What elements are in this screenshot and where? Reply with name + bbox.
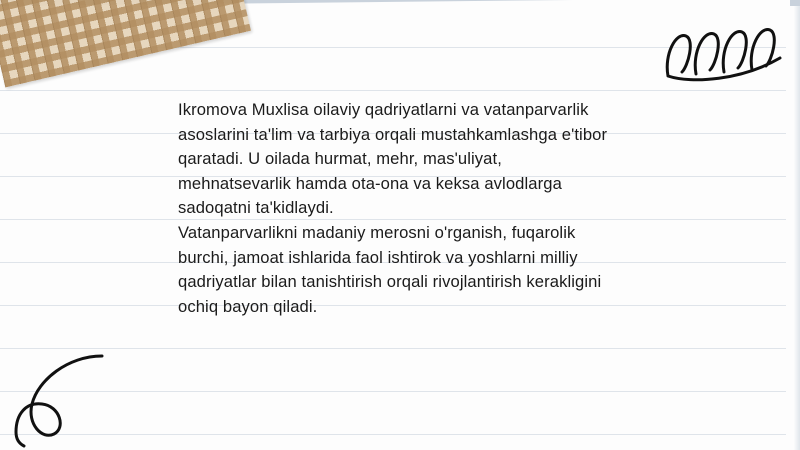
body-paragraph-1: Ikromova Muxlisa oilaviy qadriyatlarni va vatanparvarlik asoslarini ta'lim va tarbiya orqali mustahkamlashga e'tibor qaratadi. U oilada hurmat, mehr, mas'uliyat, mehnatsevarlik hamda ota-ona va keksa avlodlarga sadoqatni ta'kidlaydi. — [178, 100, 608, 218]
loop-squiggle-doodle-icon — [662, 14, 792, 84]
body-paragraph-2: Vatanparvarlikni madaniy merosni o'rganish, fuqarolik burchi, jamoat ishlarida faol ishtirok va yoshlarni milliy qadriyatlar bilan tanishtirish orqali rivojlantirish kerakligini ochiq bayon qiladi. — [178, 222, 602, 316]
loop-squiggle-doodle-icon — [8, 348, 118, 448]
body-text — [178, 98, 618, 319]
rule-line — [0, 434, 790, 435]
rule-line — [0, 90, 790, 91]
rule-line — [0, 391, 790, 392]
rule-line — [0, 348, 790, 349]
